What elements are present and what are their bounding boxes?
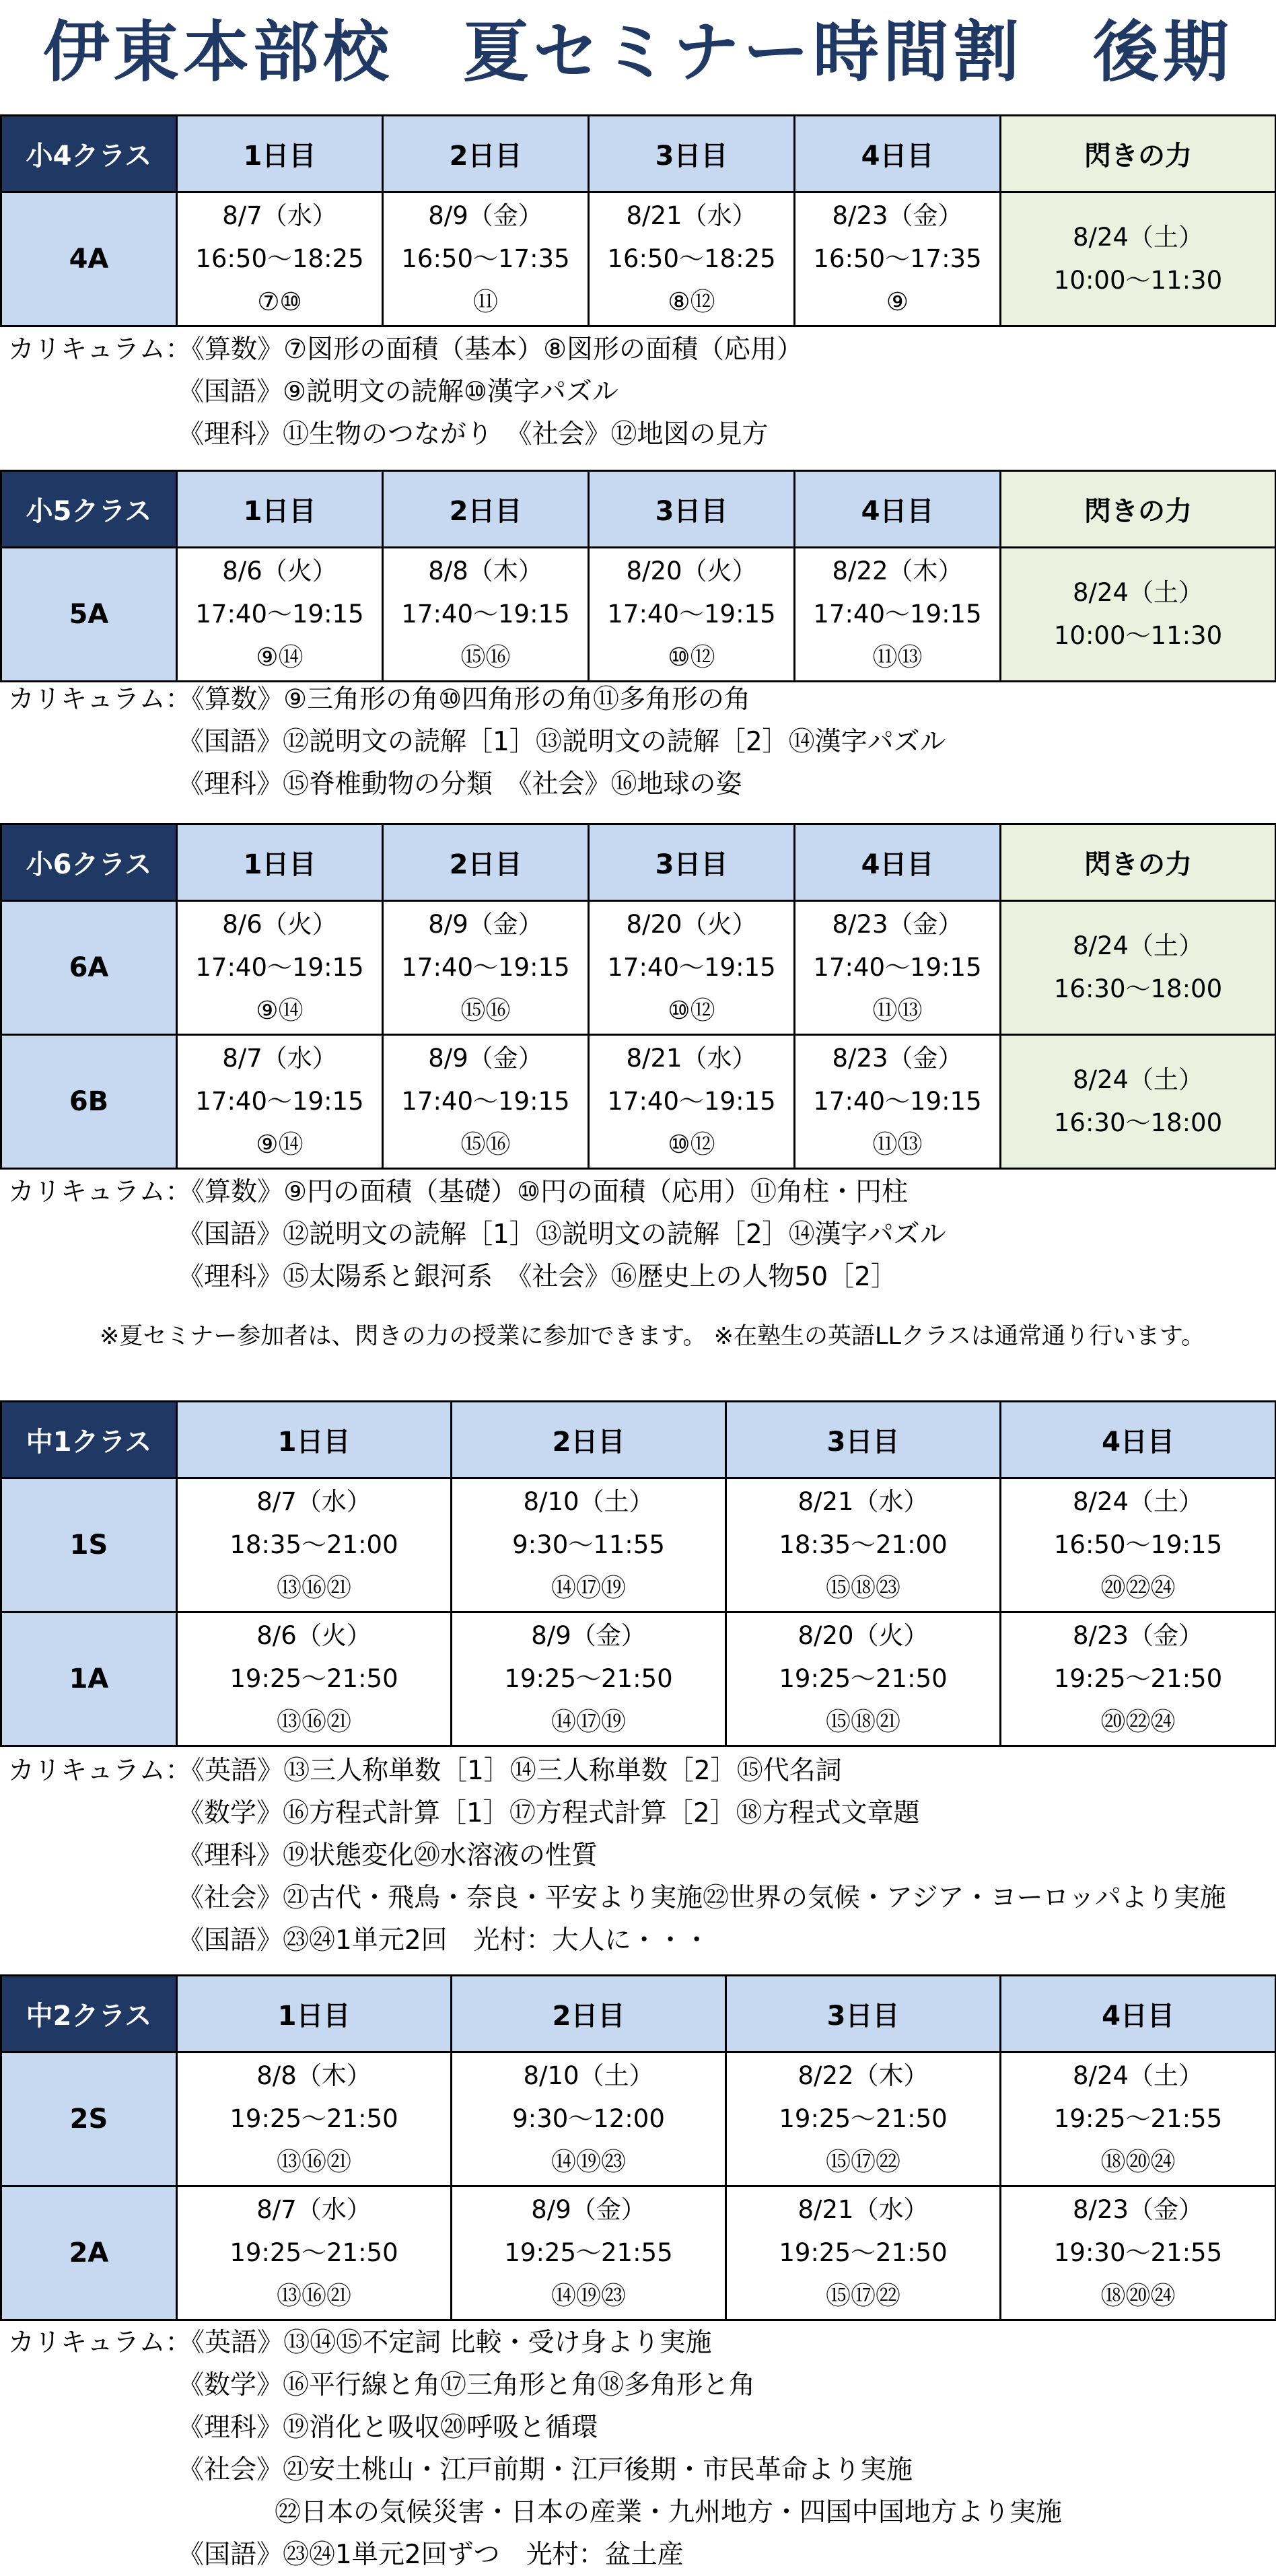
class-label: 6B [1,1035,177,1169]
session-date: 8/6（火） [256,1621,371,1650]
session-lessons: ⑨⑭ [256,996,304,1025]
curriculum-grade6 [8,1171,946,1298]
special-cell [1001,1035,1276,1169]
session-date: 8/23（金） [1072,1621,1204,1650]
schedule-table-jh2 [0,1974,1276,2321]
session-cell [452,2052,726,2186]
session-date: 8/21（水） [626,201,757,230]
session-time: 17:40～19:15 [813,953,982,982]
session-date: 8/20（火） [626,557,757,585]
session-date: 8/9（金） [531,2195,646,2224]
session-date: 8/6（火） [222,557,337,585]
session-cell [177,1612,452,1746]
page-title: 伊東本部校 夏セミナー時間割 後期 [42,14,1233,91]
day-header: 3日目 [726,1976,1001,2052]
session-time: 17:40～19:15 [401,600,570,629]
special-date: 8/24（土） [1072,931,1204,960]
day-header: 3日目 [589,116,795,192]
class-corner: 小5クラス [1,471,177,548]
session-date: 8/22（木） [798,2061,929,2090]
session-lessons: ⑨⑭ [256,643,304,672]
day-header: 2日目 [452,1402,726,1478]
session-date: 8/7（水） [256,1487,371,1516]
session-date: 8/22（木） [832,557,963,585]
session-cell [452,1478,726,1612]
curriculum-line: ㉒日本の気候災害・日本の産業・九州地方・四国中国地方より実施 [275,2497,1063,2528]
session-cell [795,1035,1001,1169]
session-lessons: ⑭⑰⑲ [551,1573,626,1602]
session-cell [383,901,589,1035]
session-cell [177,2052,452,2186]
session-lessons: ⑳㉒㉔ [1100,1573,1176,1602]
session-lessons: ⑮⑯ [460,643,511,672]
curriculum-line: 《社会》㉑古代・飛鳥・奈良・平安より実施㉒世界の気候・アジア・ヨーロッパより実施 [178,1883,1226,1913]
session-date: 8/21（水） [626,1044,757,1073]
day-header: 2日目 [383,824,589,901]
session-lessons: ⑮⑰㉒ [826,2147,900,2176]
session-lessons: ⑧⑫ [668,287,715,316]
session-lessons: ⑮⑯ [460,996,511,1025]
session-lessons: ⑬⑯㉑ [277,2147,351,2176]
day-header: 2日目 [383,471,589,548]
curriculum-line: カリキュラム：《算数》⑨円の面積（基礎）⑩円の面積（応用）⑪角柱・円柱 [8,1177,909,1207]
schedule-table-jh1 [0,1400,1276,1747]
session-lessons: ⑩⑫ [668,643,715,672]
curriculum-line: カリキュラム：《算数》⑨三角形の角⑩四角形の角⑪多角形の角 [8,684,751,715]
session-time: 17:40～19:15 [813,1087,982,1116]
session-cell [726,1612,1001,1746]
curriculum-line: 《理科》⑮脊椎動物の分類 《社会》⑯地球の姿 [178,769,742,799]
special-time: 10:00～11:30 [1053,266,1223,295]
session-lessons: ⑬⑯㉑ [277,2281,351,2310]
curriculum-line: 《理科》⑮太陽系と銀河系 《社会》⑯歴史上の人物50［2］ [178,1262,897,1292]
session-date: 8/21（水） [798,2195,929,2224]
day-header: 1日目 [177,1976,452,2052]
session-lessons: ⑮⑰㉒ [826,2281,900,2310]
curriculum-line: 《理科》⑪生物のつながり 《社会》⑫地図の見方 [178,419,769,450]
curriculum-line: 《数学》⑯方程式計算［1］⑰方程式計算［2］⑱方程式文章題 [178,1798,920,1828]
session-cell [177,1035,383,1169]
session-date: 8/10（土） [523,1487,654,1516]
session-cell [177,1478,452,1612]
session-cell [589,548,795,682]
session-lessons: ⑮⑱㉓ [826,1573,900,1602]
curriculum-jh1 [8,1750,1226,1962]
session-cell [726,2052,1001,2186]
curriculum-line: 《社会》㉑安土桃山・江戸前期・江戸後期・市民革命より実施 [178,2455,913,2485]
session-time: 18:35～21:00 [229,1530,398,1559]
session-date: 8/10（土） [523,2061,654,2090]
session-lessons: ⑳㉒㉔ [1100,1707,1176,1736]
special-time: 10:00～11:30 [1053,621,1223,650]
session-time: 17:40～19:15 [607,953,776,982]
schedule-table-grade5 [0,470,1276,682]
session-cell [177,901,383,1035]
session-lessons: ⑪⑬ [872,1130,923,1159]
curriculum-grade4 [8,328,803,456]
session-time: 16:50～18:25 [607,244,776,273]
curriculum-line: 《国語》⑨説明文の読解⑩漢字パズル [178,377,618,407]
session-cell [795,548,1001,682]
session-lessons: ⑪ [473,287,498,316]
day-header: 1日目 [177,116,383,192]
special-header: 閃きの力 [1001,116,1276,192]
session-cell [1001,1478,1276,1612]
session-time: 19:25～21:50 [779,1664,948,1693]
session-lessons: ⑭⑰⑲ [551,1707,626,1736]
curriculum-line: 《理科》⑲消化と吸収⑳呼吸と循環 [178,2412,598,2443]
session-date: 8/24（土） [1072,1487,1204,1516]
session-time: 19:25～21:55 [1053,2104,1223,2133]
special-date: 8/24（土） [1072,223,1204,252]
session-time: 17:40～19:15 [813,600,982,629]
day-header: 2日目 [452,1976,726,2052]
day-header: 4日目 [795,116,1001,192]
session-time: 9:30～11:55 [512,1530,665,1559]
curriculum-line: カリキュラム：《英語》⑬⑭⑮不定詞 比較・受け身より実施 [8,2328,712,2358]
class-label: 2A [1,2186,177,2320]
session-date: 8/8（木） [428,557,543,585]
session-cell [383,548,589,682]
session-time: 19:25～21:50 [779,2238,948,2267]
session-cell [452,1612,726,1746]
session-date: 8/20（火） [798,1621,929,1650]
session-time: 19:30～21:55 [1053,2238,1223,2267]
special-header: 閃きの力 [1001,824,1276,901]
session-lessons: ⑱⑳㉔ [1100,2281,1176,2310]
curriculum-line: 《国語》⑫説明文の読解［1］⑬説明文の読解［2］⑭漢字パズル [178,727,946,757]
session-cell [589,1035,795,1169]
session-lessons: ⑪⑬ [872,643,923,672]
session-cell [795,192,1001,326]
session-lessons: ⑬⑯㉑ [277,1573,351,1602]
special-cell [1001,548,1276,682]
day-header: 1日目 [177,824,383,901]
session-lessons: ⑨ [886,287,909,316]
session-date: 8/21（水） [798,1487,929,1516]
session-date: 8/8（木） [256,2061,371,2090]
session-cell [177,192,383,326]
session-time: 17:40～19:15 [195,953,364,982]
session-time: 17:40～19:15 [607,600,776,629]
day-header: 4日目 [1001,1402,1276,1478]
session-date: 8/23（金） [832,910,963,939]
class-corner: 小4クラス [1,116,177,192]
session-date: 8/9（金） [428,201,543,230]
session-cell [177,2186,452,2320]
session-cell [383,1035,589,1169]
session-time: 19:25～21:50 [504,1664,673,1693]
day-header: 4日目 [795,824,1001,901]
class-label: 6A [1,901,177,1035]
curriculum-line: 《数学》⑯平行線と角⑰三角形と角⑱多角形と角 [178,2370,756,2400]
class-corner: 中2クラス [1,1976,177,2052]
day-header: 1日目 [177,471,383,548]
session-time: 19:25～21:50 [229,2238,398,2267]
session-date: 8/6（火） [222,910,337,939]
special-header: 閃きの力 [1001,471,1276,548]
class-label: 1A [1,1612,177,1746]
session-cell [383,192,589,326]
session-time: 19:25～21:55 [504,2238,673,2267]
session-date: 8/7（水） [222,1044,337,1073]
schedule-table-grade4 [0,114,1276,327]
session-lessons: ⑭⑲㉓ [551,2281,626,2310]
session-time: 16:50～19:15 [1053,1530,1223,1559]
curriculum-line: カリキュラム：《英語》⑬三人称単数［1］⑭三人称単数［2］⑮代名詞 [8,1756,842,1786]
session-lessons: ⑮⑱㉑ [826,1707,900,1736]
special-date: 8/24（土） [1072,578,1204,607]
session-lessons: ⑪⑬ [872,996,923,1025]
session-date: 8/23（金） [832,1044,963,1073]
session-time: 17:40～19:15 [401,953,570,982]
session-time: 17:40～19:15 [195,1087,364,1116]
session-time: 17:40～19:15 [195,600,364,629]
session-time: 17:40～19:15 [607,1087,776,1116]
curriculum-line: 《国語》㉓㉔1単元2回 光村：大人に・・・ [178,1925,710,1956]
curriculum-line: 《理科》⑲状態変化⑳水溶液の性質 [178,1840,598,1871]
session-date: 8/23（金） [1072,2195,1204,2224]
day-header: 3日目 [726,1402,1001,1478]
session-lessons: ⑦⑩ [257,287,302,316]
day-header: 4日目 [795,471,1001,548]
class-corner: 中1クラス [1,1402,177,1478]
session-time: 9:30～12:00 [512,2104,665,2133]
session-time: 19:25～21:50 [229,1664,398,1693]
class-label: 1S [1,1478,177,1612]
session-time: 19:25～21:50 [1053,1664,1223,1693]
day-header: 4日目 [1001,1976,1276,2052]
session-lessons: ⑱⑳㉔ [1100,2147,1176,2176]
session-lessons: ⑮⑯ [460,1130,511,1159]
session-time: 16:50～18:25 [195,244,364,273]
session-time: 16:50～17:35 [401,244,570,273]
session-lessons: ⑩⑫ [668,996,715,1025]
class-label: 5A [1,548,177,682]
curriculum-line: 《国語》⑫説明文の読解［1］⑬説明文の読解［2］⑭漢字パズル [178,1219,946,1250]
session-lessons: ⑩⑫ [668,1130,715,1159]
special-time: 16:30～18:00 [1053,974,1223,1003]
session-lessons: ⑬⑯㉑ [277,1707,351,1736]
session-cell [589,192,795,326]
session-cell [795,901,1001,1035]
session-date: 8/20（火） [626,910,757,939]
session-lessons: ⑨⑭ [256,1130,304,1159]
class-corner: 小6クラス [1,824,177,901]
session-cell [726,2186,1001,2320]
session-cell [452,2186,726,2320]
session-date: 8/9（金） [531,1621,646,1650]
special-cell [1001,192,1276,326]
class-label: 4A [1,192,177,326]
session-cell [1001,2186,1276,2320]
day-header: 3日目 [589,824,795,901]
session-time: 19:25～21:50 [779,2104,948,2133]
class-label: 2S [1,2052,177,2186]
curriculum-jh2 [8,2322,1062,2576]
curriculum-line: カリキュラム：《算数》⑦図形の面積（基本）⑧図形の面積（応用） [8,334,804,365]
session-date: 8/7（水） [222,201,337,230]
session-cell [589,901,795,1035]
session-cell [1001,2052,1276,2186]
day-header: 2日目 [383,116,589,192]
session-time: 19:25～21:50 [229,2104,398,2133]
session-cell [726,1478,1001,1612]
session-time: 16:50～17:35 [813,244,982,273]
day-header: 1日目 [177,1402,452,1478]
session-cell [1001,1612,1276,1746]
session-date: 8/23（金） [832,201,963,230]
session-date: 8/24（土） [1072,2061,1204,2090]
session-date: 8/9（金） [428,1044,543,1073]
curriculum-line: 《国語》㉓㉔1単元2回ずつ 光村：盆土産 [178,2540,684,2570]
session-time: 17:40～19:15 [401,1087,570,1116]
session-date: 8/7（水） [256,2195,371,2224]
session-lessons: ⑭⑲㉓ [551,2147,626,2176]
special-cell [1001,901,1276,1035]
session-cell [177,548,383,682]
session-time: 18:35～21:00 [779,1530,948,1559]
seminar-note: ※夏セミナー参加者は、閃きの力の授業に参加できます。 ※在塾生の英語LLクラスは通常通り行います。 [100,1323,1205,1350]
special-date: 8/24（土） [1072,1065,1204,1094]
special-time: 16:30～18:00 [1053,1108,1223,1137]
curriculum-grade5 [8,678,946,806]
day-header: 3日目 [589,471,795,548]
session-date: 8/9（金） [428,910,543,939]
schedule-table-grade6 [0,823,1276,1170]
